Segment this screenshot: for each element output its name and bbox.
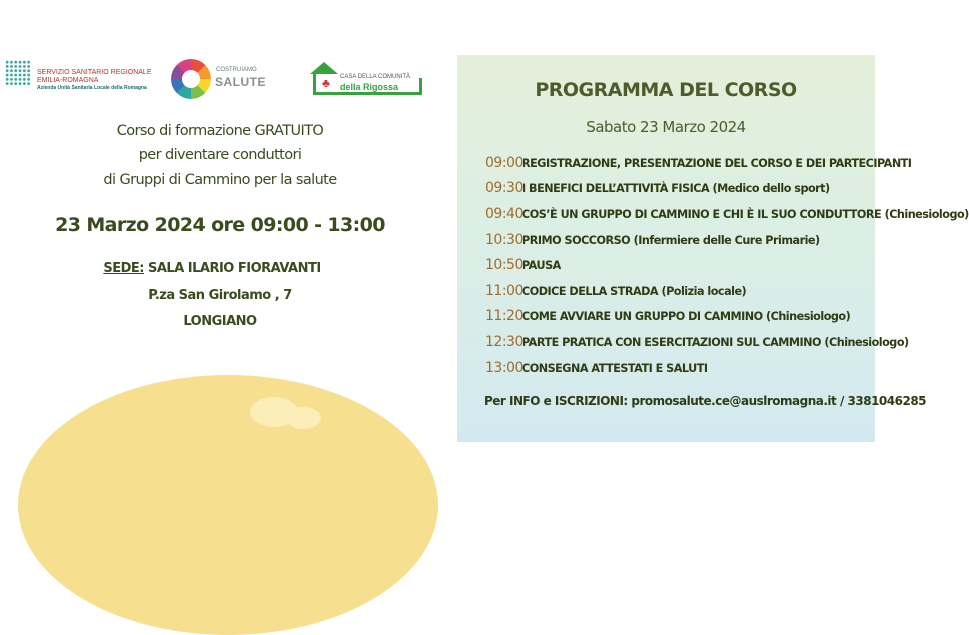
schedule-time: 09:30 (485, 180, 523, 196)
decorative-sun (18, 375, 438, 635)
ssr-line-2: EMILIA-ROMAGNA (37, 77, 99, 84)
casa-big-text: della Rigossa (340, 82, 399, 92)
schedule-row (485, 331, 909, 351)
schedule-row (485, 254, 561, 274)
venue-address: P.za San Girolamo , 7 (148, 288, 292, 303)
course-line-2: per diventare conduttori (138, 147, 302, 163)
cs-big-text: SALUTE (215, 75, 266, 89)
schedule-row (485, 305, 850, 325)
schedule-time: 11:20 (485, 308, 523, 324)
schedule-time: 09:40 (485, 206, 523, 222)
schedule-description: PARTE PRATICA CON ESERCITAZIONI SUL CAMMINO (Chinesiologo) (522, 336, 909, 349)
schedule-time: 11:00 (485, 283, 523, 299)
course-line-1: Corso di formazione GRATUITO (116, 123, 324, 139)
house-roof-icon (310, 62, 338, 74)
schedule-description: REGISTRAZIONE, PRESENTAZIONE DEL CORSO E DEI PARTECIPANTI (522, 157, 912, 170)
venue-city: LONGIANO (183, 314, 257, 329)
schedule-description: COME AVVIARE UN GRUPPO DI CAMMINO (Chinesiologo) (522, 310, 851, 323)
ssr-line-1: SERVIZIO SANITARIO REGIONALE (37, 69, 152, 76)
schedule-description: PAUSA (522, 259, 561, 272)
schedule-time: 09:00 (485, 155, 523, 171)
program-date: Sabato 23 Marzo 2024 (586, 118, 746, 136)
schedule-row (485, 177, 830, 197)
schedule-row (485, 280, 746, 300)
costruiamo-salute-logo (168, 55, 268, 103)
course-flyer-left (0, 55, 443, 442)
schedule-row (485, 203, 969, 223)
schedule-time: 10:30 (485, 232, 523, 248)
ssr-line-3: Azienda Unità Sanitaria Locale della Romagna (37, 85, 147, 91)
schedule-description: PRIMO SOCCORSO (Infermiere delle Cure Primarie) (522, 234, 820, 247)
colored-wheel-icon (171, 59, 211, 99)
venue-name: SALA ILARIO FIORAVANTI (147, 261, 321, 276)
schedule-description: I BENEFICI DELL’ATTIVITÀ FISICA (Medico dello sport) (522, 182, 830, 195)
people-icon: ♣ (322, 76, 330, 90)
schedule-row (485, 229, 820, 249)
contact-info: Per INFO e ISCRIZIONI: promosalute.ce@auslromagna.it / 3381046285 (484, 394, 927, 408)
casa-small-text: CASA DELLA COMUNITÀ (340, 74, 411, 80)
casa-comunita-logo (310, 62, 444, 102)
ssr-emilia-romagna-logo (5, 57, 165, 93)
program-title: PROGRAMMA DEL CORSO (535, 79, 797, 101)
course-program-panel (457, 55, 969, 442)
schedule-description: CODICE DELLA STRADA (Polizia locale) (522, 285, 747, 298)
course-line-3: di Gruppi di Cammino per la salute (103, 172, 337, 188)
cs-small-text: COSTRUIAMO (216, 67, 257, 73)
schedule-row (485, 152, 911, 172)
schedule-time: 13:00 (485, 360, 523, 376)
schedule-description: CONSEGNA ATTESTATI E SALUTI (522, 362, 708, 375)
schedule-time: 12:30 (485, 334, 523, 350)
schedule-description: COS’È UN GRUPPO DI CAMMINO E CHI È IL SUO CONDUTTORE (Chinesiologo) (522, 208, 969, 221)
course-date: 23 Marzo 2024 ore 09:00 - 13:00 (55, 214, 385, 236)
schedule-row (485, 357, 708, 377)
venue-label: SEDE: (103, 261, 144, 276)
schedule-time: 10:50 (485, 257, 523, 273)
ssr-dots-icon (5, 60, 31, 86)
decorative-cloud (285, 407, 321, 429)
